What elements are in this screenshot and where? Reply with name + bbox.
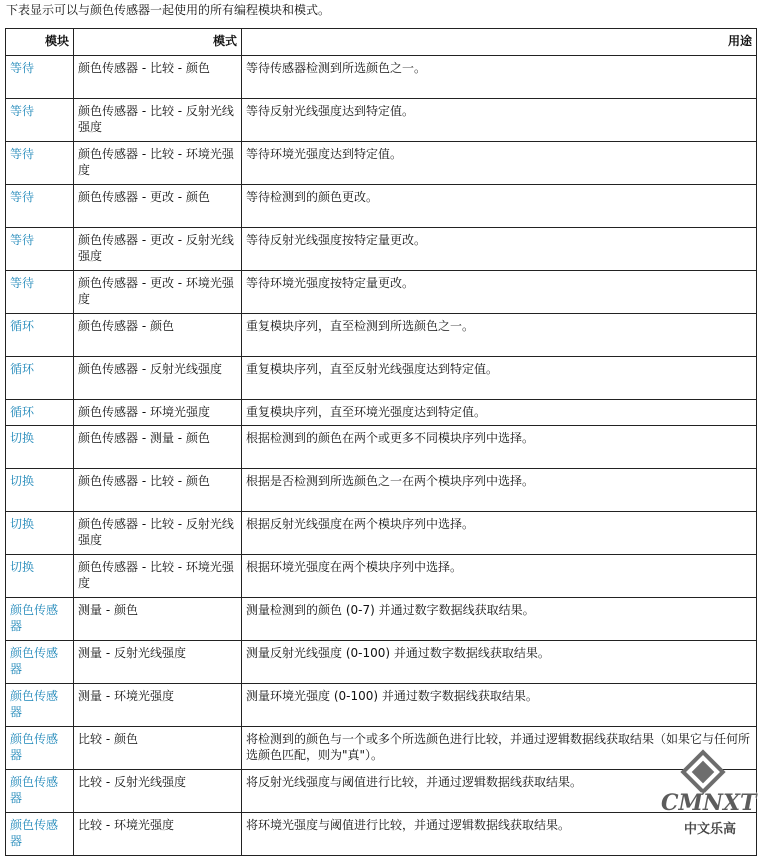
block-link[interactable]: 等待 [10,190,35,204]
use-cell: 将反射光线强度与阈值进行比较，并通过逻辑数据线获取结果。 [242,770,757,813]
table-row [6,142,757,185]
header-use: 用途 [242,29,757,56]
use-cell: 重复模块序列，直至环境光强度达到特定值。 [242,400,757,426]
mode-cell: 颜色传感器 - 比较 - 颜色 [74,56,242,99]
mode-cell: 比较 - 反射光线强度 [74,770,242,813]
mode-cell: 测量 - 反射光线强度 [74,641,242,684]
use-cell: 重复模块序列，直至反射光线强度达到特定值。 [242,357,757,400]
use-cell: 重复模块序列，直至检测到所选颜色之一。 [242,314,757,357]
mode-cell: 测量 - 环境光强度 [74,684,242,727]
mode-cell: 测量 - 颜色 [74,598,242,641]
block-cell [6,185,74,228]
block-cell [6,813,74,856]
block-link[interactable]: 颜色传感器 [10,818,59,848]
table-row [6,512,757,555]
block-cell [6,770,74,813]
mode-cell: 颜色传感器 - 比较 - 颜色 [74,469,242,512]
block-cell [6,684,74,727]
table-row [6,314,757,357]
table-row [6,641,757,684]
use-cell: 根据环境光强度在两个模块序列中选择。 [242,555,757,598]
mode-cell: 颜色传感器 - 环境光强度 [74,400,242,426]
block-link[interactable]: 等待 [10,104,35,118]
block-link[interactable]: 切换 [10,517,35,531]
block-link[interactable]: 颜色传感器 [10,775,59,805]
mode-cell: 颜色传感器 - 测量 - 颜色 [74,426,242,469]
block-link[interactable]: 切换 [10,431,35,445]
use-cell: 测量反射光线强度 (0-100) 并通过数字数据线获取结果。 [242,641,757,684]
block-cell [6,426,74,469]
block-cell [6,56,74,99]
block-link[interactable]: 颜色传感器 [10,646,59,676]
table-row [6,598,757,641]
mode-cell: 颜色传感器 - 比较 - 反射光线强度 [74,512,242,555]
use-cell: 等待环境光强度达到特定值。 [242,142,757,185]
block-link[interactable]: 循环 [10,362,35,376]
table-row [6,185,757,228]
block-link[interactable]: 循环 [10,405,35,419]
header-mode: 模式 [74,29,242,56]
block-link[interactable]: 切换 [10,474,35,488]
use-cell: 根据是否检测到所选颜色之一在两个模块序列中选择。 [242,469,757,512]
mode-cell: 颜色传感器 - 更改 - 反射光线强度 [74,228,242,271]
use-cell: 等待环境光强度按特定量更改。 [242,271,757,314]
table-row [6,357,757,400]
block-link[interactable]: 颜色传感器 [10,732,59,762]
block-link[interactable]: 颜色传感器 [10,603,59,633]
table-row [6,555,757,598]
block-cell [6,512,74,555]
table-row [6,228,757,271]
block-cell [6,357,74,400]
table-body [6,56,757,856]
use-cell: 测量环境光强度 (0-100) 并通过数字数据线获取结果。 [242,684,757,727]
use-cell: 根据检测到的颜色在两个或更多不同模块序列中选择。 [242,426,757,469]
table-row [6,400,757,426]
use-cell: 等待传感器检测到所选颜色之一。 [242,56,757,99]
mode-cell: 颜色传感器 - 反射光线强度 [74,357,242,400]
mode-cell: 颜色传感器 - 比较 - 环境光强度 [74,142,242,185]
block-cell [6,555,74,598]
block-link[interactable]: 等待 [10,61,35,75]
mode-cell: 颜色传感器 - 颜色 [74,314,242,357]
use-cell: 将检测到的颜色与一个或多个所选颜色进行比较，并通过逻辑数据线获取结果（如果它与任何所选颜色匹配，则为"真"）。 [242,727,757,770]
table-row [6,727,757,770]
table-row [6,426,757,469]
block-cell [6,641,74,684]
block-link[interactable]: 等待 [10,276,35,290]
block-cell [6,469,74,512]
mode-cell: 比较 - 颜色 [74,727,242,770]
mode-cell: 颜色传感器 - 更改 - 颜色 [74,185,242,228]
block-cell [6,142,74,185]
block-link[interactable]: 等待 [10,147,35,161]
use-cell: 测量检测到的颜色 (0-7) 并通过数字数据线获取结果。 [242,598,757,641]
table-row [6,770,757,813]
block-link[interactable]: 等待 [10,233,35,247]
block-cell [6,271,74,314]
table-row [6,684,757,727]
table-row [6,469,757,512]
mode-cell: 颜色传感器 - 比较 - 环境光强度 [74,555,242,598]
block-cell [6,727,74,770]
block-cell [6,228,74,271]
table-row [6,813,757,856]
block-cell [6,598,74,641]
use-cell: 等待检测到的颜色更改。 [242,185,757,228]
use-cell: 将环境光强度与阈值进行比较，并通过逻辑数据线获取结果。 [242,813,757,856]
use-cell: 等待反射光线强度按特定量更改。 [242,228,757,271]
mode-cell: 颜色传感器 - 比较 - 反射光线强度 [74,99,242,142]
block-cell [6,314,74,357]
use-cell: 根据反射光线强度在两个模块序列中选择。 [242,512,757,555]
block-link[interactable]: 颜色传感器 [10,689,59,719]
table-row [6,99,757,142]
mode-cell: 比较 - 环境光强度 [74,813,242,856]
watermark-subtext: 中文乐高 [683,822,736,837]
blocks-table [5,28,757,856]
block-cell [6,400,74,426]
header-block: 模块 [6,29,74,56]
watermark-text: CMNXT [661,790,757,816]
table-row [6,271,757,314]
mode-cell: 颜色传感器 - 更改 - 环境光强度 [74,271,242,314]
block-cell [6,99,74,142]
use-cell: 等待反射光线强度达到特定值。 [242,99,757,142]
block-link[interactable]: 循环 [10,319,35,333]
table-row [6,56,757,99]
intro-text: 下表显示可以与颜色传感器一起使用的所有编程模块和模式。 [6,3,331,17]
table-header-row [6,29,757,56]
block-link[interactable]: 切换 [10,560,35,574]
